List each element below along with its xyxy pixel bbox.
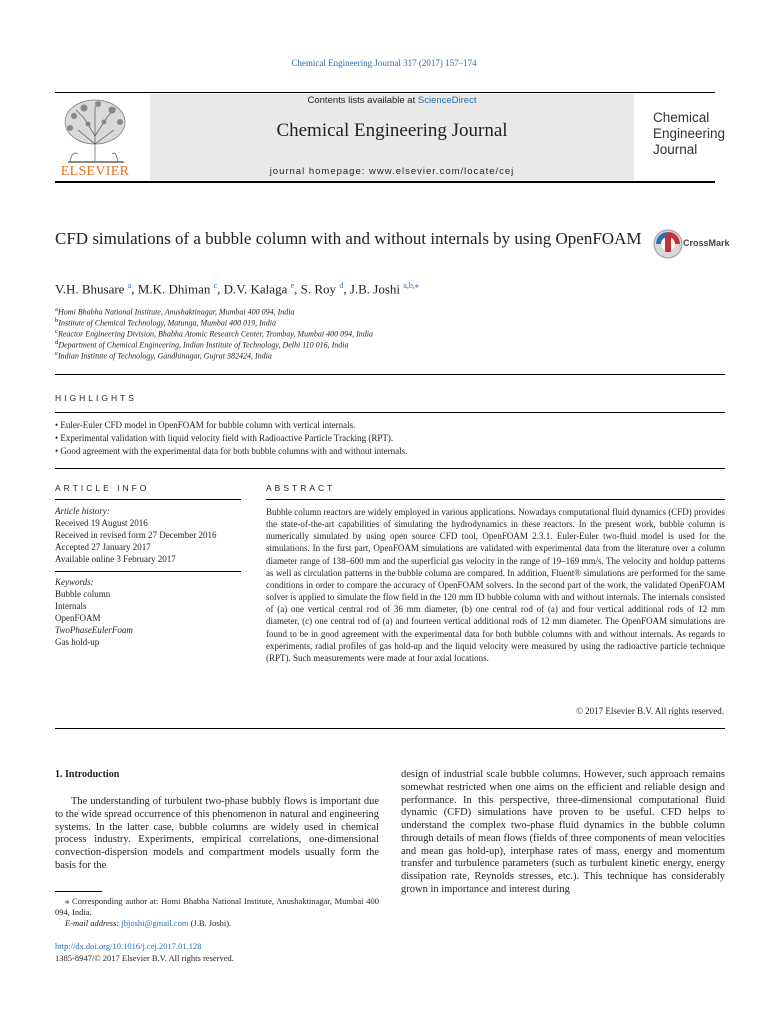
masthead-top-rule: [55, 92, 715, 93]
author-name[interactable]: S. Roy: [300, 281, 337, 297]
history-item: Received 19 August 2016: [55, 518, 148, 528]
history-item: Received in revised form 27 December 2016: [55, 530, 217, 540]
cover-title-line: Chemical: [653, 110, 710, 125]
keywords-label: Keywords:: [55, 577, 94, 587]
affiliation-text: Reactor Engineering Division, Bhabha Atomic Research Center, Trombay, Mumbai 400 094, India: [57, 329, 373, 339]
email-label: E-mail address:: [65, 918, 120, 928]
email-note: [55, 918, 231, 928]
affiliation-mark: d: [55, 339, 59, 346]
sciencedirect-link[interactable]: ScienceDirect: [417, 95, 477, 106]
history-item: Available online 3 February 2017: [55, 554, 176, 564]
abstract-copyright: © 2017 Elsevier B.V. All rights reserved.: [576, 706, 724, 716]
keyword: TwoPhaseEulerFoam: [55, 625, 133, 635]
affiliation-mark: e: [55, 350, 58, 357]
section-rule: [55, 728, 725, 729]
affiliation: [55, 350, 272, 361]
section-rule: [55, 412, 725, 413]
author-affiliation-mark[interactable]: c: [213, 281, 218, 290]
article-info-heading: ARTICLE INFO: [55, 483, 150, 493]
journal-homepage[interactable]: journal homepage: www.elsevier.com/locate/cej: [269, 166, 515, 177]
cover-title-line: Journal: [653, 142, 698, 157]
highlight-text: Good agreement with the experimental data for both bubble columns with and without internals.: [60, 446, 408, 456]
issn-line: 1385-8947/© 2017 Elsevier B.V. All rights reserved.: [55, 953, 234, 963]
highlight-text: Euler-Euler CFD model in OpenFOAM for bubble column with vertical internals.: [60, 420, 356, 430]
corresponding-author-note: ⁎ Corresponding author at: Homi Bhabha National Institute, Anushaktinagar, Mumbai 400 094, India.: [55, 896, 379, 917]
keyword: OpenFOAM: [55, 613, 101, 623]
author-name[interactable]: D.V. Kalaga: [223, 281, 288, 297]
journal-citation[interactable]: Chemical Engineering Journal 317 (2017) 157–174: [291, 58, 477, 68]
author-name[interactable]: J.B. Joshi: [349, 281, 401, 297]
crossmark-icon: [653, 229, 683, 259]
history-label: Article history:: [55, 506, 110, 516]
author-name[interactable]: M.K. Dhiman: [137, 281, 211, 297]
affiliation-text: Homi Bhabha National Institute, Anushaktinagar, Mumbai 400 094, India: [57, 307, 295, 317]
cover-title-line: Engineering: [653, 126, 726, 141]
crossmark-badge[interactable]: [653, 229, 733, 261]
article-info-rule: [55, 571, 241, 572]
author-affiliation-mark[interactable]: d: [339, 281, 344, 290]
publisher-name: ELSEVIER: [60, 164, 130, 179]
journal-name: Chemical Engineering Journal: [276, 120, 508, 141]
abstract-heading: ABSTRACT: [266, 483, 336, 493]
journal-cover-title[interactable]: [653, 110, 725, 158]
keyword: Gas hold-up: [55, 637, 100, 647]
affiliation-mark: c: [55, 328, 58, 335]
author-affiliation-mark[interactable]: e: [290, 281, 295, 290]
body-paragraph: The understanding of turbulent two-phase bubbly flows is important due to the wide spread occurrence of this phenomenon in natural and engineering systems. In the latter case, bubble columns are widely used in chemical process industry. Experiments, empirical correlations, one-dimensional convection-dispersion models and compartment models usually form the basis for the: [55, 796, 379, 871]
highlight-item: • Euler-Euler CFD model in OpenFOAM for bubble column with vertical internals.: [55, 420, 356, 430]
history-item: Accepted 27 January 2017: [55, 542, 151, 552]
body-paragraph: design of industrial scale bubble columns. However, such approach remains somewhat restricted when one aims on the efficient and reliable design and performance. In this perspective, three-dimensional computational fluid dynamic (CFD) simulations have proven to be useful. CFD helps to understand the complex two-phase fluid dynamics in the bubble column through details of mean flows (fields of three components of mean velocities and mean gas hold-up), interphase rates of mass, energy and momentum transfer and turbulence parameters (such as turbulent kinetic energy, energy dissipation rate, Reynolds stresses, etc.). This technique has considerably grown in importance and interest during: [401, 769, 725, 895]
abstract-body: Bubble column reactors are widely employed in various applications. Nowadays computational fluid dynamics (CFD) provides the state-of-the-art capabilities of simulating the hydrodynamics in these reactors. In the present work, bubble column is numerically simulated by using open source CFD tool, OpenFOAM 2.3.1. Euler-Euler two-fluid model is used for the simulations. In the first part, OpenFOAM simulations are validated with experimental data from the literature over a column diameter range of 138–600 mm and the superficial gas velocity in the range of 19–169 mm/s. The velocity and holdup patterns as well as circulation patterns in the bubble column are compared. In addition, Fluent® simulations are performed for the same conditions in order to compare the accuracy of OpenFOAM solvers. In the second part of the work, the validated OpenFOAM solver is applied to simulate the flow field in the 120 mm ID bubble column with and without internals. The internals consisted of (a) one vertical central rod of 36 mm diameter, (b) one central rod of (a) and four vertical additional rods of 12 mm diameter, (c) one central rod of (a) and fourteen vertical additional rods of 12 mm diameter. The OpenFOAM simulations are found to be in good agreement with the experimental data for both bubble columns with and without internals. As regards to experiments, radial profiles of gas hold-up and the liquid velocity were measured by using the radioactive particle technique (RPT). Such measurements were made at four axial locations.: [266, 507, 725, 663]
affiliation-text: Institute of Chemical Technology, Matunga, Mumbai 400 019, India: [58, 318, 277, 328]
email-suffix: (J.B. Joshi).: [190, 918, 232, 928]
elsevier-tree-icon: [54, 96, 136, 164]
keyword: Internals: [55, 601, 87, 611]
affiliation: [55, 328, 373, 339]
affiliation-text: Indian Institute of Technology, Gandhinagar, Gujrat 382424, India: [57, 351, 272, 361]
article-info-rule: [55, 499, 241, 500]
keyword: Bubble column: [55, 589, 111, 599]
highlights-heading: HIGHLIGHTS: [55, 393, 137, 403]
author-list: V.H. Bhusare $^a$, M.K. Dhiman $^c$, D.V. Kalaga $^e$, S. Roy $^d$, J.B. Joshi $^{a,b,⁎}$: [55, 281, 419, 297]
paper-title: CFD simulations of a bubble column with and without internals by using OpenFOAM: [55, 229, 642, 248]
section-rule: [55, 374, 725, 375]
affiliation-mark: b: [55, 317, 59, 324]
affiliation-mark: a: [55, 306, 58, 313]
contents-availability: [150, 95, 634, 106]
highlight-item: • Good agreement with the experimental data for both bubble columns with and without internals.: [55, 446, 408, 456]
affiliation: [55, 317, 276, 328]
author-name[interactable]: V.H. Bhusare: [55, 281, 125, 297]
highlight-item: • Experimental validation with liquid velocity field with Radioactive Particle Tracking (RPT).: [55, 433, 394, 443]
crossmark-label: CrossMark: [683, 238, 730, 248]
footnote-rule: [55, 891, 102, 892]
affiliation: [55, 339, 349, 350]
author-affiliation-mark[interactable]: a: [127, 281, 132, 290]
elsevier-logo[interactable]: [54, 96, 136, 180]
doi-link[interactable]: http://dx.doi.org/10.1016/j.cej.2017.01.128: [55, 941, 202, 951]
author-affiliation-mark[interactable]: a,b,⁎: [403, 281, 419, 290]
highlight-text: Experimental validation with liquid velocity field with Radioactive Particle Tracking (RPT).: [60, 433, 394, 443]
section-rule: [55, 468, 725, 469]
email-link[interactable]: jbjoshi@gmail.com: [121, 918, 189, 928]
affiliation: [55, 306, 294, 317]
affiliation-text: Department of Chemical Engineering, Indian Institute of Technology, Delhi 110 016, India: [58, 340, 349, 350]
contents-prefix: Contents lists available at: [307, 95, 418, 106]
masthead-bottom-rule: [55, 181, 715, 183]
section-heading-introduction: 1. Introduction: [55, 769, 120, 780]
abstract-rule: [266, 499, 725, 500]
